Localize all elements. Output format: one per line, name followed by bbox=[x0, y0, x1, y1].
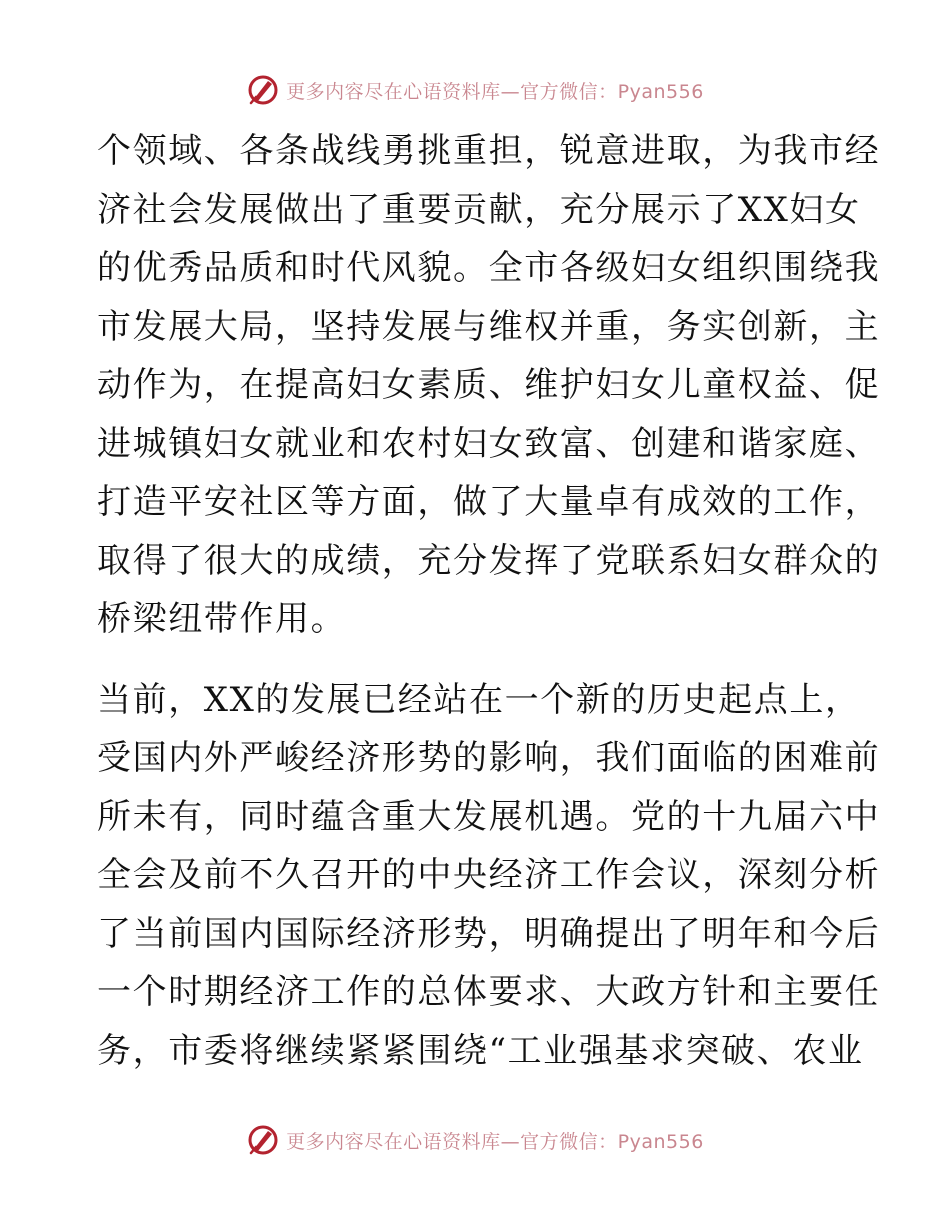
text-line: 动作为，在提高妇女素质、维护妇女儿童权益、促 bbox=[97, 365, 881, 405]
header-watermark-text: 更多内容尽在心语资料库—官方微信：Pyan556 bbox=[286, 80, 704, 103]
quill-pen-logo-icon bbox=[246, 73, 280, 107]
footer-watermark-banner bbox=[0, 1120, 950, 1160]
paragraph-2 bbox=[97, 671, 881, 1081]
quill-pen-logo-icon bbox=[246, 1123, 280, 1157]
footer-watermark-text: 更多内容尽在心语资料库—官方微信：Pyan556 bbox=[286, 1130, 704, 1153]
text-line: 桥梁纽带作用。 bbox=[97, 599, 347, 639]
text-line: 受国内外严峻经济形势的影响，我们面临的困难前 bbox=[97, 738, 881, 778]
text-line: 取得了很大的成绩，充分发挥了党联系妇女群众的 bbox=[97, 540, 881, 581]
document-body bbox=[97, 122, 881, 1080]
text-line: 一个时期经济工作的总体要求、大政方针和主要任 bbox=[97, 972, 881, 1012]
text-line: 的优秀品质和时代风貌。全市各级妇女组织围绕我 bbox=[97, 248, 881, 288]
text-line: 当前，XX的发展已经站在一个新的历史起点上， bbox=[97, 679, 861, 720]
text-line: 个领域、各条战线勇挑重担，锐意进取，为我市经 bbox=[97, 131, 881, 171]
text-line: 打造平安社区等方面，做了大量卓有成效的工作， bbox=[97, 482, 881, 522]
paragraph-1 bbox=[97, 122, 881, 649]
text-line: 济社会发展做出了重要贡献，充分展示了XX妇女 bbox=[97, 189, 861, 230]
header-watermark-banner bbox=[0, 70, 950, 110]
text-line: 所未有，同时蕴含重大发展机遇。党的十九届六中 bbox=[97, 796, 881, 837]
text-line: 了当前国内国际经济形势，明确提出了明年和今后 bbox=[97, 913, 881, 954]
text-line: 务，市委将继续紧紧围绕“工业强基求突破、农业 bbox=[97, 1030, 864, 1071]
text-line: 进城镇妇女就业和农村妇女致富、创建和谐家庭、 bbox=[97, 423, 881, 464]
text-line: 全会及前不久召开的中央经济工作会议，深刻分析 bbox=[97, 855, 881, 895]
text-line: 市发展大局，坚持发展与维权并重，务实创新，主 bbox=[97, 306, 881, 347]
